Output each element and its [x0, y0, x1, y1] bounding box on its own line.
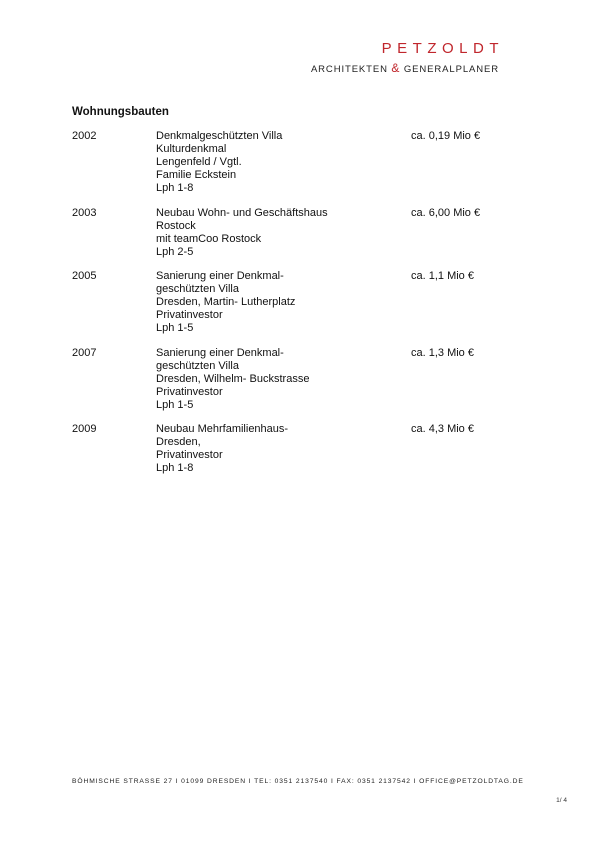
project-cost: ca. 4,3 Mio € — [411, 423, 474, 435]
footer-address: BÖHMISCHE STRASSE 27 I 01099 DRESDEN I TEL: 0351 2137540 I FAX: 0351 2137542 I OFFICE@PETZOLDTAG.DE — [72, 778, 524, 785]
project-description-line: Lengenfeld / Vgtl. — [156, 156, 242, 168]
company-logo — [310, 40, 504, 75]
project-description-line: Kulturdenkmal — [156, 143, 227, 155]
project-cost: ca. 0,19 Mio € — [411, 130, 481, 142]
project-description — [156, 423, 411, 475]
project-year: 2007 — [72, 346, 97, 359]
project-year: 2009 — [72, 423, 97, 435]
project-cost: ca. 6,00 Mio € — [411, 206, 481, 219]
project-description-line: Dresden, Wilhelm- Buckstrasse — [156, 372, 310, 385]
logo-brand-name: PETZOLDT — [381, 40, 504, 57]
logo-subtitle-right: GENERALPLANER — [403, 64, 499, 75]
project-description-line: Privatinvestor — [156, 385, 223, 398]
project-list — [72, 130, 532, 487]
project-description-line: Lph 1-8 — [156, 182, 194, 194]
project-description-line: Sanierung einer Denkmal- — [156, 270, 284, 282]
project-description-line: Lph 2-5 — [156, 245, 194, 258]
project-entry — [72, 423, 532, 475]
logo-ampersand: & — [391, 61, 401, 75]
project-cost: ca. 1,1 Mio € — [411, 270, 474, 282]
project-year: 2002 — [72, 130, 97, 142]
project-description-line: Sanierung einer Denkmal- — [156, 346, 284, 359]
project-year: 2005 — [72, 270, 97, 282]
project-description — [156, 347, 411, 412]
project-description-line: Privatinvestor — [156, 449, 223, 461]
project-description-line: geschützten Villa — [156, 283, 239, 295]
project-entry — [72, 270, 532, 335]
logo-subtitle — [311, 61, 499, 75]
project-description-line: Denkmalgeschützten Villa — [156, 130, 283, 142]
project-description-line: Dresden, Martin- Lutherplatz — [156, 296, 296, 308]
project-description — [156, 270, 411, 335]
logo-subtitle-left: ARCHITEKTEN — [310, 64, 388, 75]
project-cost: ca. 1,3 Mio € — [411, 346, 474, 359]
project-description-line: Rostock — [156, 219, 196, 232]
project-description-line: geschützten Villa — [156, 359, 239, 372]
project-description-line: Lph 1-5 — [156, 322, 194, 334]
project-description — [156, 207, 411, 259]
project-description-line: mit teamCoo Rostock — [156, 232, 262, 245]
page-number: 1/ 4 — [556, 797, 567, 804]
project-entry — [72, 347, 532, 412]
project-entry — [72, 207, 532, 259]
project-entry — [72, 130, 532, 195]
section-title: Wohnungsbauten — [72, 106, 169, 118]
project-description-line: Lph 1-5 — [156, 398, 194, 411]
project-description-line: Familie Eckstein — [156, 169, 237, 181]
project-description — [156, 130, 411, 195]
project-description-line: Dresden, — [156, 436, 201, 448]
project-year: 2003 — [72, 206, 97, 219]
project-description-line: Privatinvestor — [156, 309, 223, 321]
project-description-line: Neubau Mehrfamilienhaus- — [156, 423, 289, 435]
project-description-line: Lph 1-8 — [156, 462, 194, 474]
project-description-line: Neubau Wohn- und Geschäftshaus — [156, 206, 328, 219]
